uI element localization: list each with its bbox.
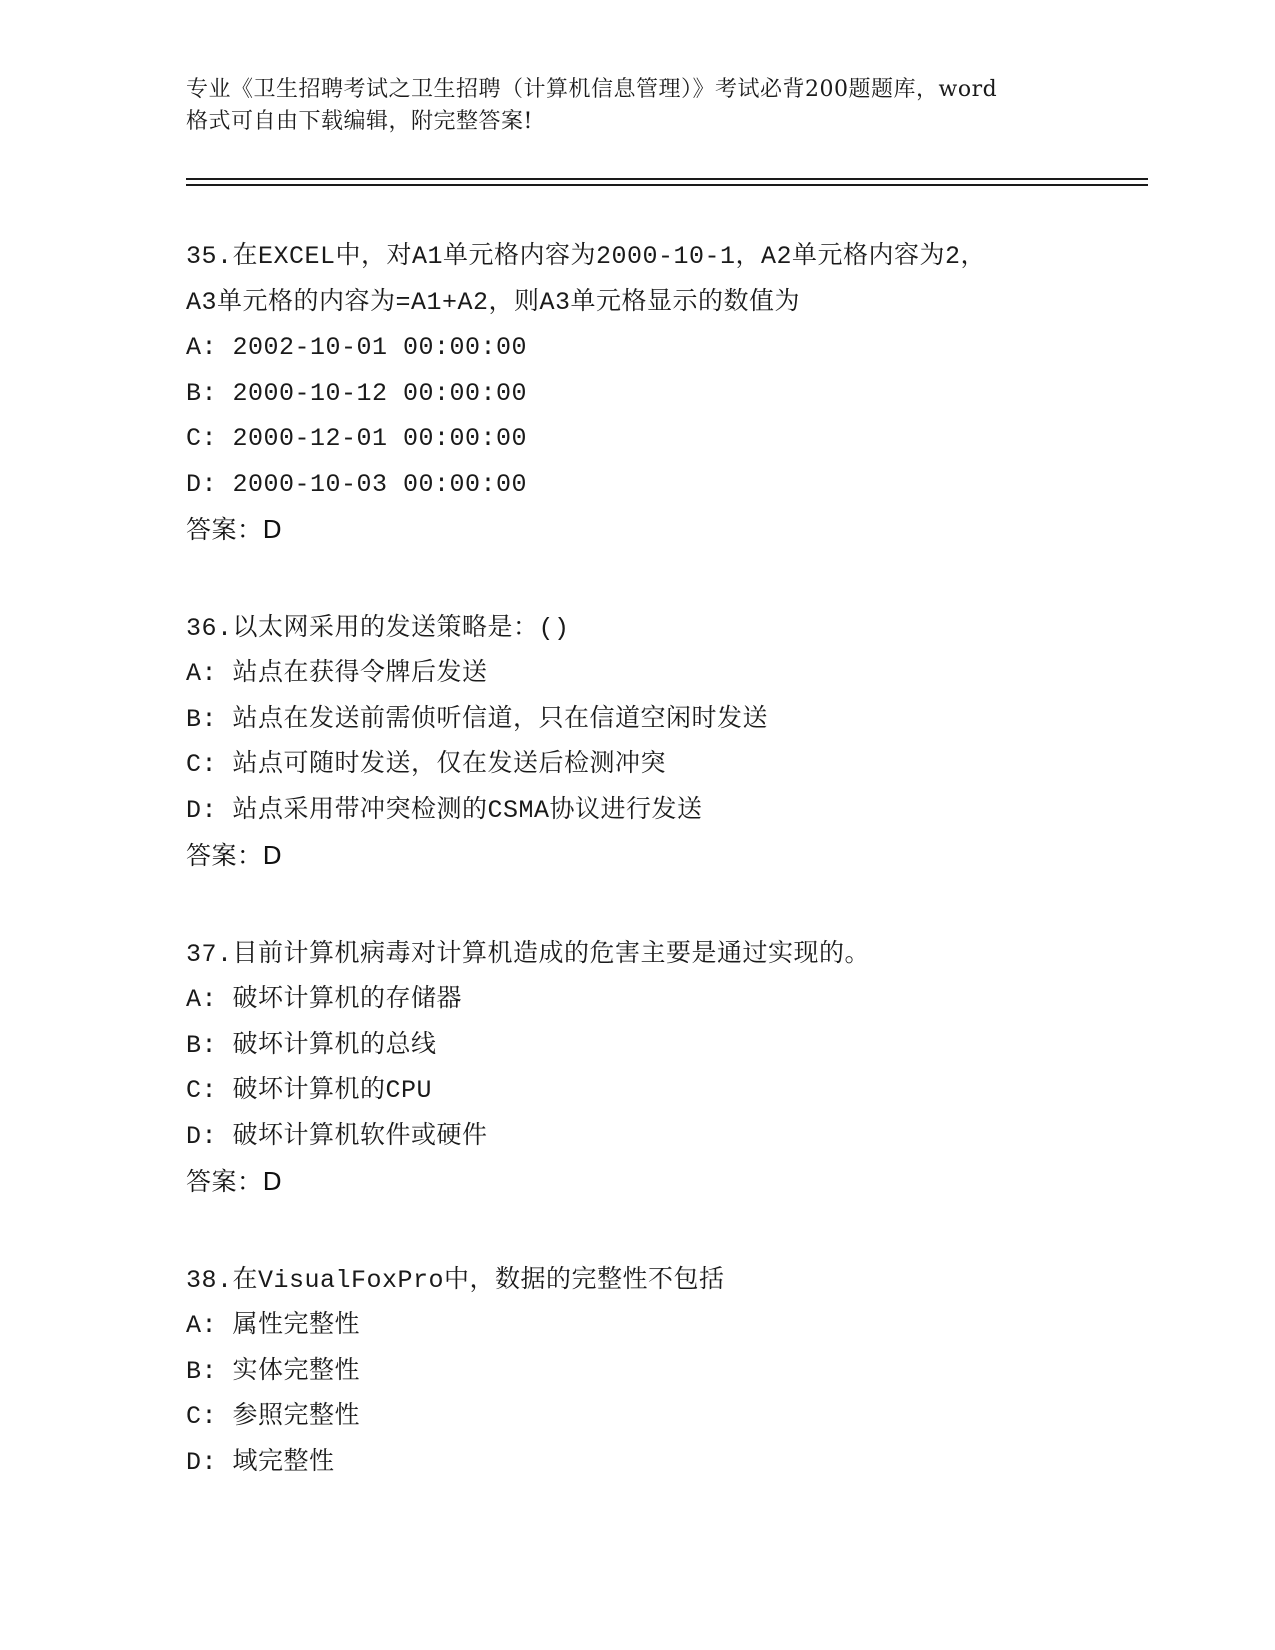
header-line-2: 格式可自由下载编辑，附完整答案! — [186, 109, 533, 134]
question-stem: 38.在VisualFoxPro中，数据的完整性不包括 — [186, 1265, 725, 1295]
header-divider-bottom — [186, 184, 1148, 186]
answer-label: 答案：D — [186, 515, 283, 544]
question-stem: 36.以太网采用的发送策略是：() — [186, 613, 570, 643]
question-37 — [186, 932, 1146, 1205]
option-c: C: 破坏计算机的CPU — [186, 1076, 433, 1105]
option-a: A: 2002-10-01 00:00:00 — [186, 333, 528, 362]
option-b: B: 实体完整性 — [186, 1356, 361, 1386]
option-c: C: 参照完整性 — [186, 1402, 361, 1431]
option-a: A: 站点在获得令牌后发送 — [186, 659, 488, 688]
option-c: C: 2000-12-01 00:00:00 — [186, 424, 528, 453]
question-stem: 35.在EXCEL中，对A1单元格内容为2000-10-1，A2单元格内容为2， — [186, 242, 987, 271]
option-d: D: 域完整性 — [186, 1447, 335, 1477]
option-d: D: 站点采用带冲突检测的CSMA协议进行发送 — [186, 795, 703, 825]
option-c: C: 站点可随时发送，仅在发送后检测冲突 — [186, 750, 667, 779]
option-a: A: 属性完整性 — [186, 1311, 361, 1340]
header-divider-top — [186, 178, 1148, 180]
option-b: B: 破坏计算机的总线 — [186, 1030, 437, 1060]
question-stem: 37.目前计算机病毒对计算机造成的危害主要是通过实现的。 — [186, 939, 871, 969]
answer-label: 答案：D — [186, 841, 283, 870]
question-38 — [186, 1258, 1146, 1486]
option-d: D: 2000-10-03 00:00:00 — [186, 469, 528, 499]
question-stem: A3单元格的内容为=A1+A2，则A3单元格显示的数值为 — [186, 287, 801, 317]
question-36 — [186, 606, 1146, 879]
answer-label: 答案：D — [186, 1167, 283, 1196]
option-a: A: 破坏计算机的存储器 — [186, 985, 463, 1014]
document-header — [186, 74, 1086, 138]
option-b: B: 站点在发送前需侦听信道，只在信道空闲时发送 — [186, 704, 769, 734]
option-b: B: 2000-10-12 00:00:00 — [186, 378, 528, 408]
question-list — [186, 234, 1146, 1538]
option-d: D: 破坏计算机软件或硬件 — [186, 1121, 488, 1151]
question-35 — [186, 234, 1146, 553]
header-line-1: 专业《卫生招聘考试之卫生招聘（计算机信息管理）》考试必背200题题库，word — [186, 77, 998, 102]
